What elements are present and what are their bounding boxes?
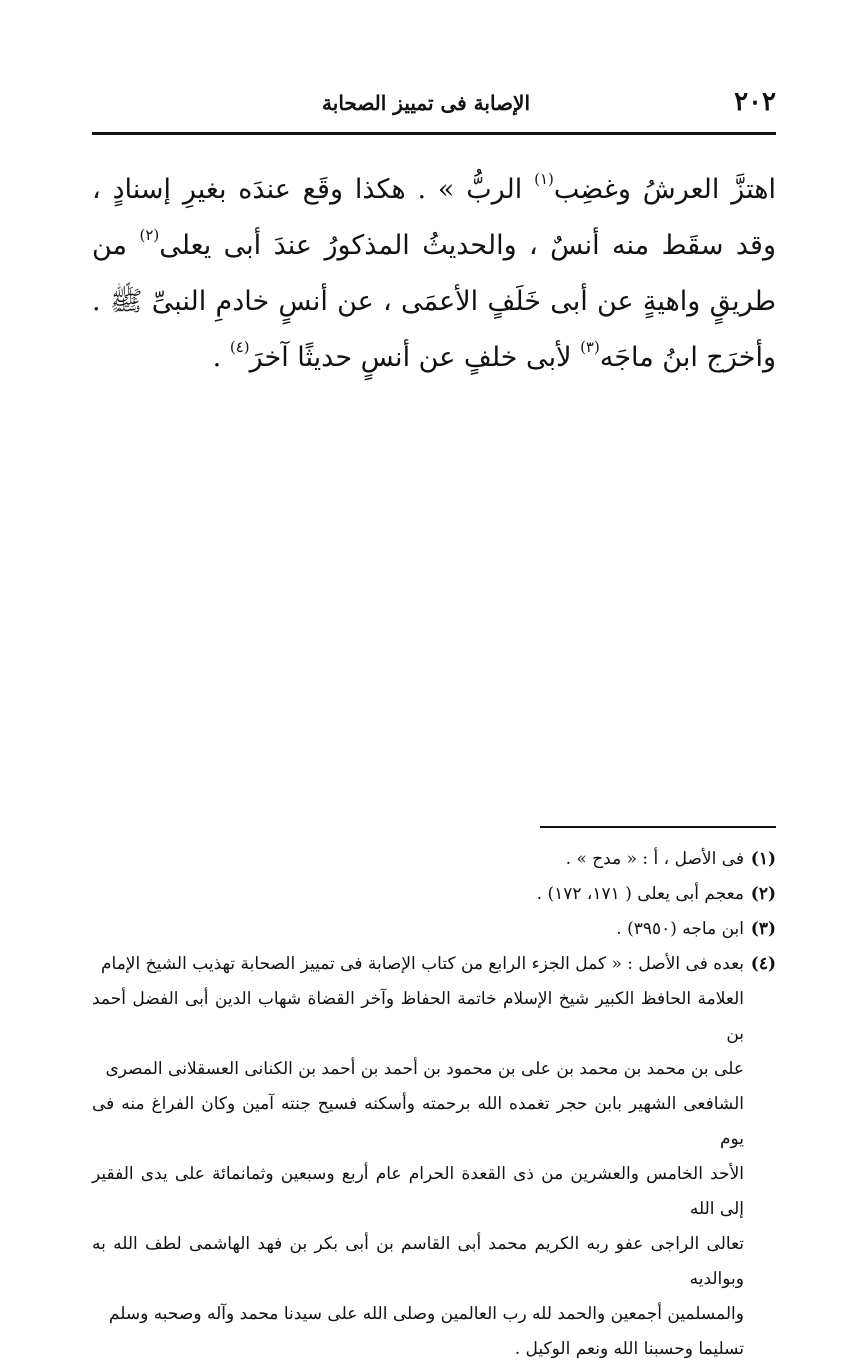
footnote-line: فى الأصل ، أ : « مدح » .	[565, 849, 744, 869]
footnote-marker-2: (٢)	[139, 226, 160, 244]
text-segment: .	[212, 342, 230, 373]
main-paragraph	[92, 162, 776, 386]
footnote-number: (٤)	[750, 954, 776, 974]
footnote-text	[92, 877, 744, 912]
text-segment: اهتزَّ العرشُ وغضِب	[553, 174, 776, 205]
footnote-line: والمسلمين أجمعين والحمد لله رب العالمين وصلى الله على سيدنا محمد وآله وصحبه وسلم	[108, 1304, 744, 1324]
footnote-4	[92, 947, 776, 1367]
footnote-line: الأحد الخامس والعشرين من ذى القعدة الحرام عام أربع وسبعين وثمانمائة على يدى الفقير إلى الله	[92, 1164, 744, 1219]
main-text	[92, 162, 776, 386]
footnote-line: تعالى الراجى عفو ربه الكريم محمد أبى القاسم بن أبى بكر بن فهد الهاشمى لطف الله به وبوالديه	[92, 1234, 744, 1289]
footnote-3	[92, 912, 776, 947]
text-segment: لأبى خلفٍ عن أنسٍ حديثًا آخرَ	[249, 342, 581, 373]
footnote-line: الشافعى الشهير بابن حجر تغمده الله برحمته وأسكنه فسيح جنته آمين وكان الفراغ منه فى يوم	[92, 1094, 744, 1149]
footnote-line: بعده فى الأصل : « كمل الجزء الرابع من كتاب الإصابة فى تمييز الصحابة تهذيب الشيخ الإمام	[101, 954, 744, 974]
footnote-line: تسليما وحسبنا الله ونعم الوكيل .	[514, 1339, 744, 1359]
footnote-text	[92, 947, 744, 1367]
footnote-2	[92, 877, 776, 912]
footnote-number: (٣)	[750, 919, 776, 939]
page-number: ٢٠٢	[734, 87, 776, 117]
footnote-number: (١)	[750, 849, 776, 869]
text-segment: من طريقٍ واهيةٍ عن أبى خَلَفٍ الأعمَى ، عن أنسٍ خادمِ النبىِّ ﷺ . وأخرَج ابنُ ماجَه	[92, 230, 776, 373]
footnote-number: (٢)	[750, 884, 776, 904]
footnote-marker-3: (٣)	[580, 338, 600, 356]
footnote-separator	[540, 826, 776, 828]
footnote-text	[92, 842, 744, 877]
header-rule	[92, 132, 776, 135]
footnote-marker-4: (٤)	[229, 338, 250, 356]
footnote-marker-1: (١)	[534, 170, 554, 188]
footnote-1	[92, 842, 776, 877]
footnote-line: العلامة الحافظ الكبير شيخ الإسلام خاتمة الحفاظ وآخر القضاة شهاب الدين أبى الفضل أحمد بن	[92, 989, 744, 1044]
running-header	[92, 84, 776, 124]
text-segment: الربُّ » . هكذا وقَع عندَه بغيرِ إسنادٍ ، وقد سقَط منه أنسٌ ، والحديثُ المذكورُ عندَ أبى يعلى	[92, 174, 777, 261]
footnote-line: على بن محمد بن محمد بن على بن محمود بن أحمد بن أحمد بن الكنانى العسقلانى المصرى	[105, 1059, 744, 1079]
footnote-text	[92, 912, 744, 947]
footnote-line: معجم أبى يعلى ( ١٧١، ١٧٢) .	[536, 884, 744, 904]
footnote-line: ابن ماجه (٣٩٥٠) .	[616, 919, 744, 939]
footnotes	[92, 842, 776, 1367]
book-title: الإصابة فى تمييز الصحابة	[322, 91, 530, 115]
